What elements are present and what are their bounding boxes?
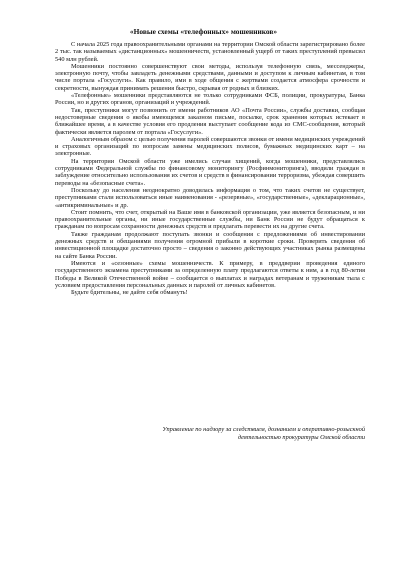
document-body — [55, 41, 365, 296]
signature-line-department: Управление по надзору за следствием, дознанием и оперативно-розыскной — [162, 426, 365, 433]
paragraph-impersonation: «Телефонные» мошенники представляются не только сотрудниками ФСБ, полиции, прокуратуры, Банка России, но и других органов, организаций и учреждений. — [55, 92, 365, 107]
paragraph-reminder: Стоит помнить, что счет, открытый на Ваше имя в банковской организации, уже является безопасным, и ни правоохранительные органы, ни иные государственные службы, ни Банк России не будут обращаться к гражданам по вопросам сохранности денежных средств и предлагать перевести их на другие счета. — [55, 208, 365, 231]
paragraph-safe-accounts: Поскольку до населения неоднократно доводилась информация о том, что таких счетов не существует, преступниками стали использоваться иные наименования - «резервные», «государственные», «декларационные», «антикриминальные» и др. — [55, 186, 365, 209]
document-title: «Новые схемы «телефонных» мошенников» — [129, 27, 278, 36]
paragraph-medical-scheme: Аналогичным образом с целью получения паролей совершаются звонки от имени медицинских учреждений и страховых организаций по вопросам замены медицинских полисов, бумажных медицинских карт – на электронные. — [55, 135, 365, 158]
paragraph-post-delivery-scheme: Так, преступники могут позвонить от имени работников АО «Почта России», службы доставки, сообщая недостоверные сведения о якобы имеющемся заказном письме, посылке, срок хранения которых истекает в ближайшее время, а в качестве условия его продления выступает сообщение кода из СМС-сообщения, который фактически является паролем от портала «Госуслуги». — [55, 106, 365, 136]
signature-line-office: деятельностью прокуратуры Омской области — [237, 433, 365, 441]
paragraph-closing: Будьте бдительны, не дайте себя обмануть! — [71, 289, 188, 297]
paragraph-intro-statistics: С начала 2025 года правоохранительными органами на территории Омской области зарегистрировано более 2 тыс. так называемых «дистанционных» мошенничеств, установленный ущерб от таких преступлений превысил 540 млн рублей. — [55, 41, 365, 63]
signature-block — [55, 426, 365, 441]
paragraph-fraud-methods: Мошенники постоянно совершенствуют свои методы, используя телефонную связь, мессенджеры, электронную почту, чтобы завладеть денежными средствами, данными и доступом к личным кабинетам, в том числе портала «Госуслуги». Как правило, ими в ходе общения с жертвами создается атмосфера срочности и секретности, вынуждая принимать решения быстро, скрывая от родных и близких. — [55, 62, 365, 92]
paragraph-investment-scheme: Также гражданам продолжают поступать звонки и сообщения с предложениями об инвестировании денежных средств и обещаниями получения огромной прибыли в короткие сроки. Проверить сведения об инвестиционной площадке достаточно просто – сведения о законно действующих участниках рынка размещены на сайте Банка России. — [55, 230, 365, 260]
paragraph-seasonal-schemes: Имеются и «сезонные» схемы мошенничеств. К примеру, в преддверии проведения единого государственного экзамена преступниками за определенную плату предлагаются ответы к ним, а в год 80-летия Победы в Великой Отечественной войне – сообщается о выплатах и наградах ветеранам и труженикам тыла с условием предоставления персональных данных и паролей от личных кабинетов. — [55, 259, 365, 289]
paragraph-rosfinmonitoring-scheme: На территории Омской области уже имелись случаи хищений, когда мошенники, представлялись сотрудниками Федеральной службы по финансовому мониторингу (Росфинмониторинга), вводили граждан в заблуждение относительно использования их счетов и средств в финансировании терроризма, убеждая совершить переводы на «безопасные счета». — [55, 157, 365, 187]
